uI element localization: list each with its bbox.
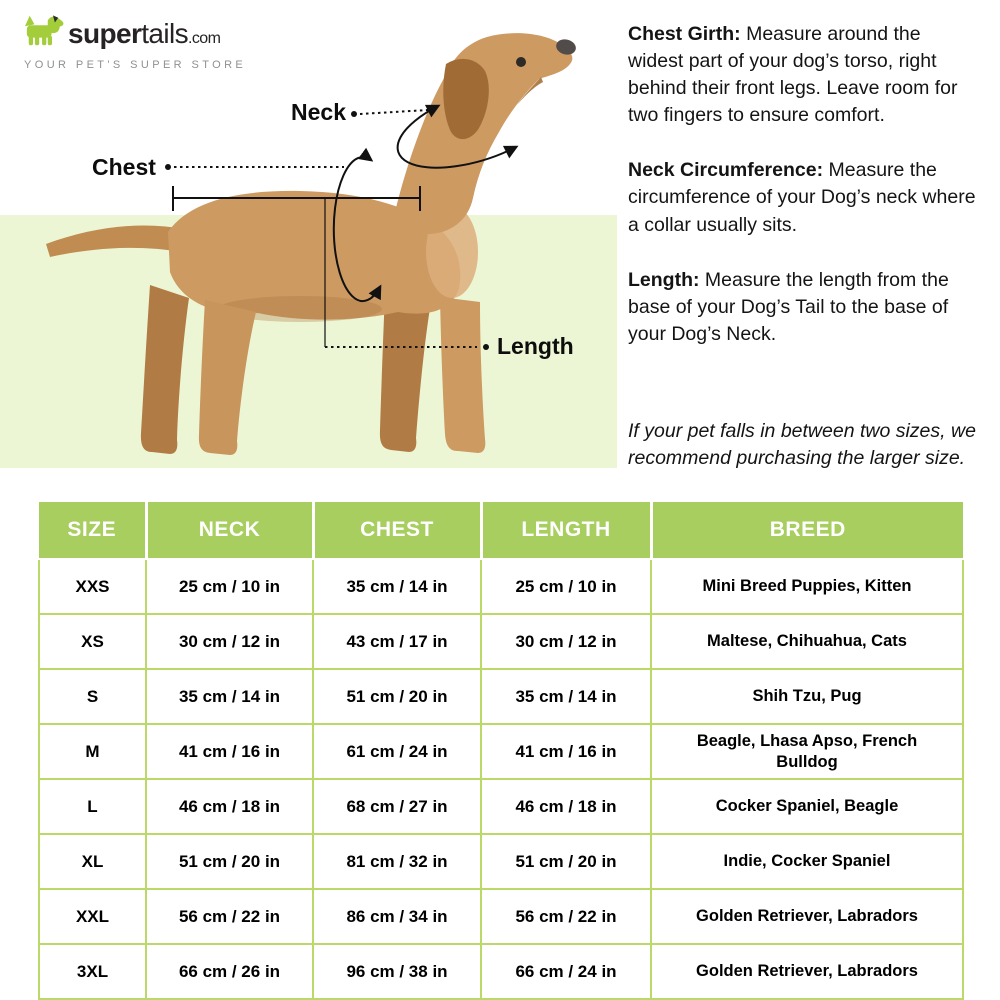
breed-cell: Golden Retriever, Labradors xyxy=(651,889,963,944)
table-row xyxy=(39,559,963,614)
neck-cell: 25 cm / 10 in xyxy=(146,559,313,614)
dog-photo xyxy=(0,0,620,470)
size-cell: XS xyxy=(39,614,146,669)
length-cell: 66 cm / 24 in xyxy=(481,944,651,999)
size-cell: XXS xyxy=(39,559,146,614)
table-row xyxy=(39,889,963,944)
chest-cell: 81 cm / 32 in xyxy=(313,834,481,889)
length-lead: Length: xyxy=(628,268,700,291)
length-cell: 25 cm / 10 in xyxy=(481,559,651,614)
chest-girth-lead: Chest Girth: xyxy=(628,23,741,45)
breed-cell: Maltese, Chihuahua, Cats xyxy=(651,614,963,669)
table-row xyxy=(39,669,963,724)
chest-cell: 51 cm / 20 in xyxy=(313,669,481,724)
chest-cell: 86 cm / 34 in xyxy=(313,889,481,944)
neck-circumference-lead: Neck Circumference: xyxy=(628,159,824,182)
chest-cell: 61 cm / 24 in xyxy=(313,724,481,779)
chest-girth-text: Measure around the widest part of your dog’s torso, right behind their front legs. Leave room for two fingers to ensure comfort. xyxy=(628,23,958,127)
puppy-illustration xyxy=(46,33,578,455)
chest-cell: 35 cm / 14 in xyxy=(313,559,481,614)
length-cell: 30 cm / 12 in xyxy=(481,614,651,669)
sizing-advice-note: If your pet falls in between two sizes, we recommend purchasing the larger size. xyxy=(628,420,976,470)
chest-cell: 96 cm / 38 in xyxy=(313,944,481,999)
col-header-length: LENGTH xyxy=(481,502,651,559)
table-row xyxy=(39,724,963,779)
length-text: Measure the length from the base of your Dog’s Tail to the base of your Dog’s Neck. xyxy=(628,268,949,345)
neck-cell: 30 cm / 12 in xyxy=(146,614,313,669)
length-cell: 56 cm / 22 in xyxy=(481,889,651,944)
brand-super: super xyxy=(68,17,142,49)
length-label: Length xyxy=(497,333,574,359)
length-cell: 51 cm / 20 in xyxy=(481,834,651,889)
neck-circumference-text: Measure the circumference of your Dog’s neck where a collar usually sits. xyxy=(628,159,976,236)
neck-cell: 66 cm / 26 in xyxy=(146,944,313,999)
brand-tails: tails xyxy=(141,17,189,49)
col-header-neck: NECK xyxy=(146,502,313,559)
size-cell: S xyxy=(39,669,146,724)
neck-cell: 56 cm / 22 in xyxy=(146,889,313,944)
table-row xyxy=(39,834,963,889)
neck-cell: 51 cm / 20 in xyxy=(146,834,313,889)
table-row xyxy=(39,944,963,999)
col-header-size: SIZE xyxy=(39,502,146,559)
breed-cell: Beagle, Lhasa Apso, French Bulldog xyxy=(651,724,963,779)
neck-cell: 35 cm / 14 in xyxy=(146,669,313,724)
length-cell: 41 cm / 16 in xyxy=(481,724,651,779)
length-cell: 46 cm / 18 in xyxy=(481,779,651,834)
size-cell: 3XL xyxy=(39,944,146,999)
length-paragraph xyxy=(628,267,978,348)
chest-cell: 68 cm / 27 in xyxy=(313,779,481,834)
table-row xyxy=(39,779,963,834)
table-row xyxy=(39,614,963,669)
chest-label: Chest xyxy=(92,154,156,180)
neck-cell: 41 cm / 16 in xyxy=(146,724,313,779)
brand-tagline: YOUR PET'S SUPER STORE xyxy=(24,59,247,71)
measuring-instructions xyxy=(628,21,978,376)
chest-cell: 43 cm / 17 in xyxy=(313,614,481,669)
breed-cell: Indie, Cocker Spaniel xyxy=(651,834,963,889)
col-header-breed: BREED xyxy=(651,502,963,559)
neck-circumference-paragraph xyxy=(628,157,978,238)
breed-cell: Golden Retriever, Labradors xyxy=(651,944,963,999)
size-cell: XL xyxy=(39,834,146,889)
size-cell: M xyxy=(39,724,146,779)
size-chart-table xyxy=(38,502,964,1000)
size-cell: XXL xyxy=(39,889,146,944)
col-header-chest: CHEST xyxy=(313,502,481,559)
table-header-row xyxy=(39,502,963,559)
chest-girth-paragraph xyxy=(628,21,978,129)
breed-cell: Cocker Spaniel, Beagle xyxy=(651,779,963,834)
size-cell: L xyxy=(39,779,146,834)
brand-tld: .com xyxy=(188,29,221,47)
breed-cell: Shih Tzu, Pug xyxy=(651,669,963,724)
neck-label: Neck xyxy=(291,99,346,125)
breed-cell: Mini Breed Puppies, Kitten xyxy=(651,559,963,614)
length-cell: 35 cm / 14 in xyxy=(481,669,651,724)
neck-cell: 46 cm / 18 in xyxy=(146,779,313,834)
